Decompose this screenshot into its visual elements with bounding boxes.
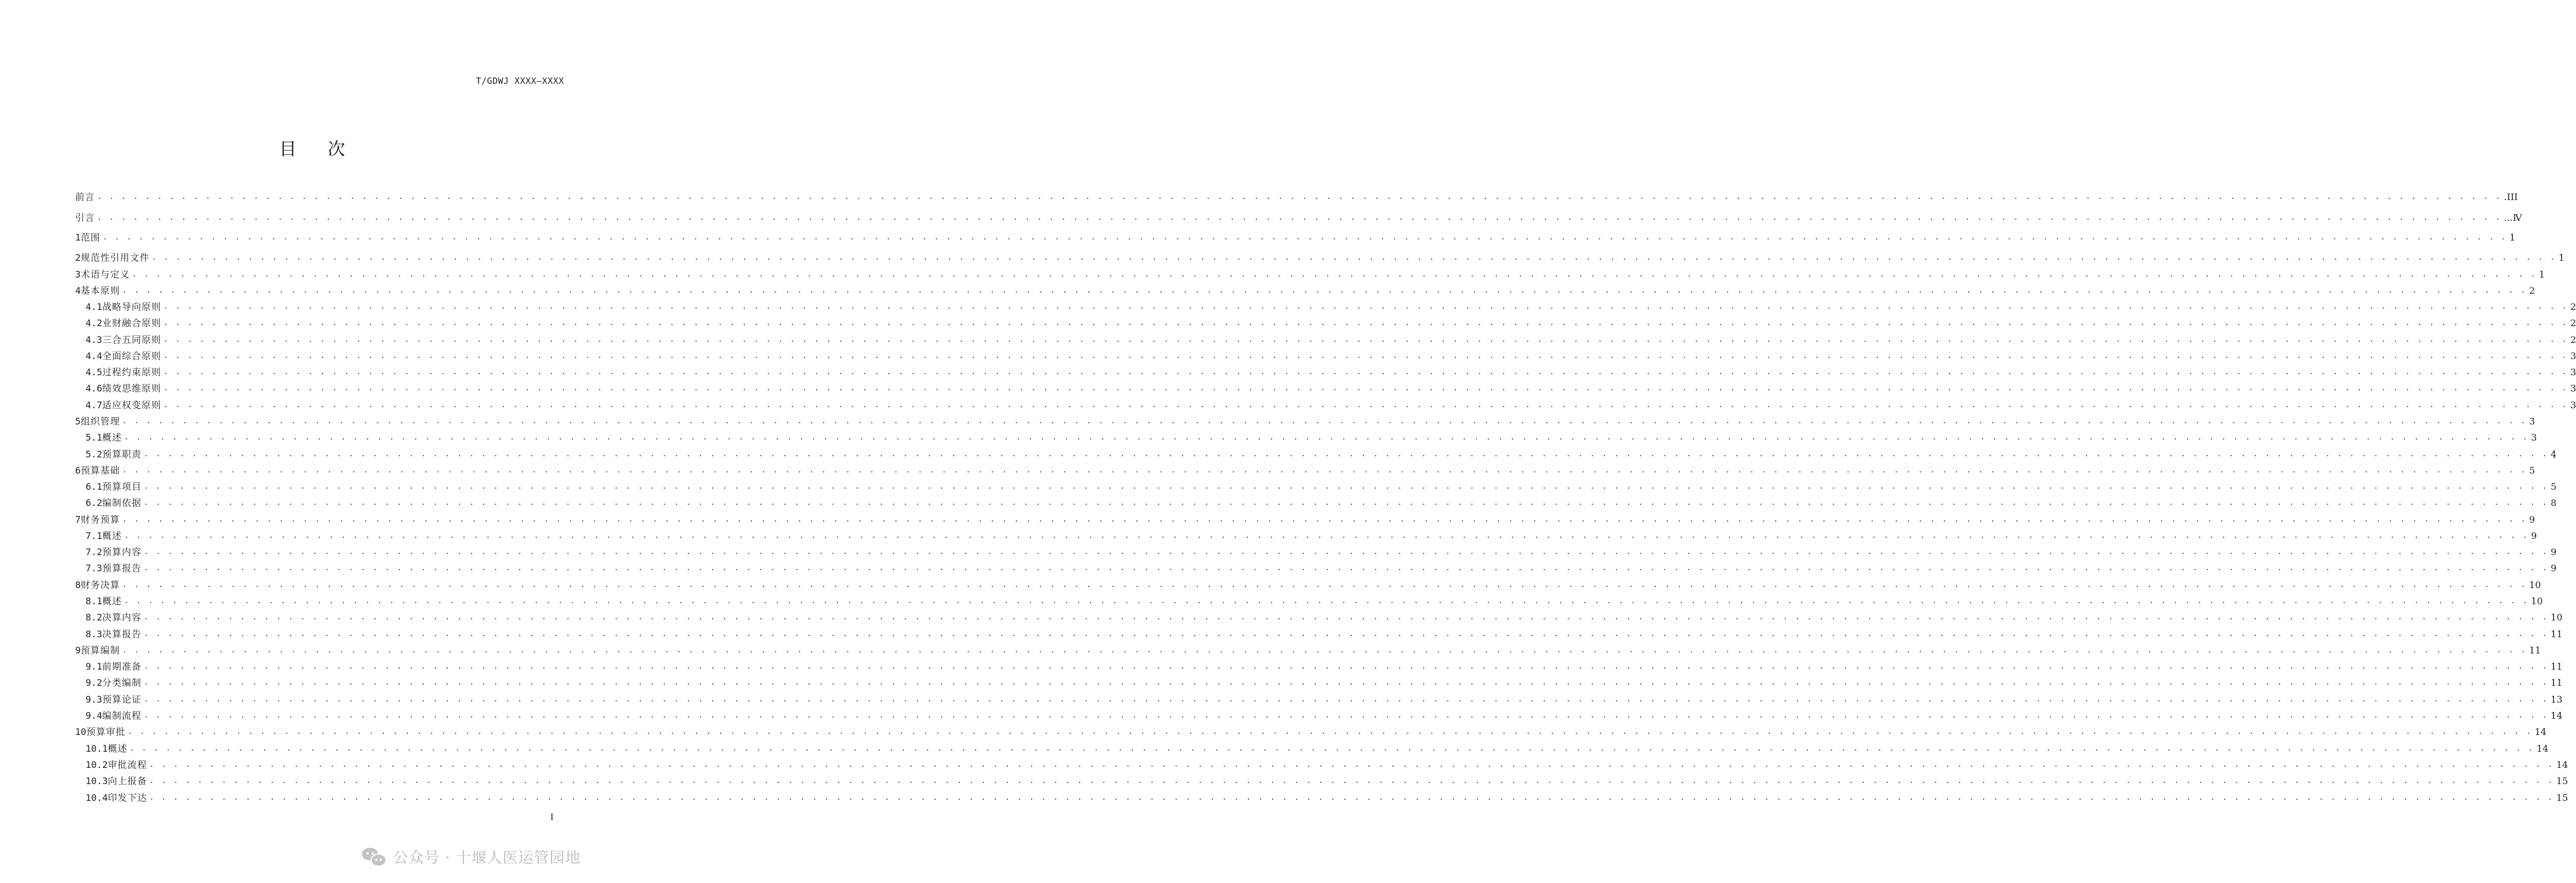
page-title: 目次: [279, 139, 376, 160]
toc-entry-label: 三合五同原则: [102, 334, 161, 345]
toc-dot-leader: . . . . . . . . . . . . . . . . . . . . . . . . . . . . . . . . . . . . . . . . . . . . . . . . . . . . . . . . . . . . . . . . . . . . . . . . . . . . . . . . . . . . . . . . . . . . . . . . . . . . . . . . . . . . . . . . . . . . . . . . . . . . . . . . . . . . . . . . . . . . . . . . . . . . . . . . . . . . . . . . . . . . . . . . . . . . . . . . . . . . . . . . . . . . . . . . . . . . . . . .: [143, 498, 2549, 507]
toc-entry[interactable]: [75, 644, 2541, 657]
toc-entry[interactable]: [86, 595, 2543, 608]
toc-entry-label: 预算编制: [80, 645, 120, 656]
toc-entry[interactable]: [86, 628, 2563, 641]
toc-entry-number: 7.2: [86, 546, 102, 557]
toc-entry-page: 11: [2529, 645, 2541, 656]
toc-entry-number: 9.1: [86, 661, 102, 672]
toc-dot-leader: . . . . . . . . . . . . . . . . . . . . . . . . . . . . . . . . . . . . . . . . . . . . . . . . . . . . . . . . . . . . . . . . . . . . . . . . . . . . . . . . . . . . . . . . . . . . . . . . . . . . . . . . . . . . . . . . . . . . . . . . . . . . . . . . . . . . . . . . . . . . . . . . . . . . . . . . . . . . . . . . . . . . . . . . . . . . . . . . . . . . . . . . . . . . . . . . . . . . . . . .: [143, 613, 2549, 622]
toc-entry-page: 2: [2570, 334, 2576, 345]
toc-entry-number: 6.2: [86, 497, 102, 508]
toc-entry[interactable]: [75, 252, 2565, 264]
toc-entry-number: 4: [75, 285, 81, 296]
toc-entry-page: 1: [2538, 269, 2545, 280]
toc-dot-leader: . . . . . . . . . . . . . . . . . . . . . . . . . . . . . . . . . . . . . . . . . . . . . . . . . . . . . . . . . . . . . . . . . . . . . . . . . . . . . . . . . . . . . . . . . . . . . . . . . . . . . . . . . . . . . . . . . . . . . . . . . . . . . . . . . . . . . . . . . . . . . . . . . . . . . . . . . . . . . . . . . . . . . . . . . . . . . . . . . . . . . . . . . . . . . . . . . . . . . . . .: [163, 319, 2568, 327]
toc-entry-label: 编制依据: [102, 497, 142, 508]
watermark-text: 公众号 · 十堰人医运管园地: [393, 849, 581, 867]
toc-entry-label: 财务预算: [80, 514, 120, 525]
toc-dot-leader: . . . . . . . . . . . . . . . . . . . . . . . . . . . . . . . . . . . . . . . . . . . . . . . . . . . . . . . . . . . . . . . . . . . . . . . . . . . . . . . . . . . . . . . . . . . . . . . . . . . . . . . . . . . . . . . . . . . . . . . . . . . . . . . . . . . . . . . . . . . . . . . . . . . . . . . . . . . . . . . . . . . . . . . . . . . . . . . . . . . . . . . . . . . . . . . . . . . . . . . .: [163, 352, 2568, 360]
toc-entry[interactable]: [75, 191, 2518, 204]
toc-entry-label: 分类编制: [102, 677, 142, 688]
toc-dot-leader: . . . . . . . . . . . . . . . . . . . . . . . . . . . . . . . . . . . . . . . . . . . . . . . . . . . . . . . . . . . . . . . . . . . . . . . . . . . . . . . . . . . . . . . . . . . . . . . . . . . . . . . . . . . . . . . . . . . . . . . . . . . . . . . . . . . . . . . . . . . . . . . . . . . . . . . . . . . . . . . . . . . . . . . . . . . . . . . . . . . . . . . . . . . . . . . . . . . . . . . .: [149, 793, 2554, 802]
toc-entry-page: 11: [2551, 677, 2563, 688]
toc-dot-leader: . . . . . . . . . . . . . . . . . . . . . . . . . . . . . . . . . . . . . . . . . . . . . . . . . . . . . . . . . . . . . . . . . . . . . . . . . . . . . . . . . . . . . . . . . . . . . . . . . . . . . . . . . . . . . . . . . . . . . . . . . . . . . . . . . . . . . . . . . . . . . . . . . . . . . . . . . . . . . . . . . . . . . . . . . . . . . . . . . . . . . . . . . . . . . . . . . . . . . . . .: [143, 450, 2549, 459]
toc-dot-leader: . . . . . . . . . . . . . . . . . . . . . . . . . . . . . . . . . . . . . . . . . . . . . . . . . . . . . . . . . . . . . . . . . . . . . . . . . . . . . . . . . . . . . . . . . . . . . . . . . . . . . . . . . . . . . . . . . . . . . . . . . . . . . . . . . . . . . . . . . . . . . . . . . . . . . . . . . . . . . . . . . . . . . . . . . . . . . . . . . . . . . . . . . . . . . . . . . . . . . . . .: [122, 646, 2527, 655]
toc-entry-label: 编制流程: [102, 710, 142, 721]
toc-entry-label: 前期准备: [102, 661, 142, 672]
toc-entry-page: 9: [2551, 563, 2557, 574]
toc-entry[interactable]: [86, 742, 2549, 755]
toc-entry[interactable]: [86, 382, 2576, 395]
toc-entry-number: 4.1: [86, 301, 102, 312]
toc-entry-page: ...Ⅳ: [2504, 212, 2522, 223]
toc-entry-label: 绩效思维原则: [102, 383, 161, 394]
toc-entry-page: 10: [2531, 596, 2543, 607]
toc-entry-label: 前言: [75, 191, 95, 202]
toc-entry-number: 5.2: [86, 449, 102, 460]
document-id: T/GDWJ XXXX—XXXX: [476, 76, 564, 86]
toc-entry-label: 引言: [75, 212, 95, 223]
toc-entry-page: 8: [2551, 497, 2557, 508]
toc-entry[interactable]: [86, 431, 2537, 444]
toc-entry-number: 8.2: [86, 612, 102, 623]
toc-entry-number: 10: [75, 726, 87, 737]
toc-dot-leader: . . . . . . . . . . . . . . . . . . . . . . . . . . . . . . . . . . . . . . . . . . . . . . . . . . . . . . . . . . . . . . . . . . . . . . . . . . . . . . . . . . . . . . . . . . . . . . . . . . . . . . . . . . . . . . . . . . . . . . . . . . . . . . . . . . . . . . . . . . . . . . . . . . . . . . . . . . . . . . . . . . . . . . . . . . . . . . . . . . . . . . . . . . . . . . . . . . . . . . . .: [163, 302, 2568, 311]
toc-entry-label: 预算基础: [80, 465, 120, 476]
toc-entry[interactable]: [86, 710, 2563, 722]
toc-entry-page: 9: [2531, 530, 2537, 541]
toc-entry[interactable]: [75, 464, 2536, 477]
toc-entry-number: 4.4: [86, 350, 102, 361]
toc-dot-leader: . . . . . . . . . . . . . . . . . . . . . . . . . . . . . . . . . . . . . . . . . . . . . . . . . . . . . . . . . . . . . . . . . . . . . . . . . . . . . . . . . . . . . . . . . . . . . . . . . . . . . . . . . . . . . . . . . . . . . . . . . . . . . . . . . . . . . . . . . . . . . . . . . . . . . . . . . . . . . . . . . . . . . . . . . . . . . . . . . . . . . . . . . . . . . . . . . . . . . . . .: [143, 678, 2549, 687]
toc-entry[interactable]: [86, 611, 2563, 624]
toc-dot-leader: . . . . . . . . . . . . . . . . . . . . . . . . . . . . . . . . . . . . . . . . . . . . . . . . . . . . . . . . . . . . . . . . . . . . . . . . . . . . . . . . . . . . . . . . . . . . . . . . . . . . . . . . . . . . . . . . . . . . . . . . . . . . . . . . . . . . . . . . . . . . . . . . . . . . . . . . . . . . . . . . . . . . . . . . . . . . . . . . . . . . . . . . . . . . . . . . . . . . . . . .: [151, 253, 2556, 262]
toc-entry-page: 3: [2570, 350, 2576, 361]
toc-entry-label: 业财融合原则: [102, 317, 161, 328]
toc-entry-page: 3: [2529, 416, 2536, 427]
toc-entry-label: 预算报告: [102, 563, 142, 574]
toc-entry[interactable]: [75, 579, 2541, 592]
toc-entry-label: 印发下达: [108, 792, 147, 803]
toc-entry[interactable]: [86, 317, 2576, 330]
toc-entry-page: 5: [2551, 481, 2557, 492]
toc-entry[interactable]: [86, 546, 2557, 559]
toc-entry-number: 9.3: [86, 694, 102, 705]
toc-dot-leader: . . . . . . . . . . . . . . . . . . . . . . . . . . . . . . . . . . . . . . . . . . . . . . . . . . . . . . . . . . . . . . . . . . . . . . . . . . . . . . . . . . . . . . . . . . . . . . . . . . . . . . . . . . . . . . . . . . . . . . . . . . . . . . . . . . . . . . . . . . . . . . . . . . . . . . . . . . . . . . . . . . . . . . . . . . . . . . . . . . . . . . . . . . . . . . . . . . . . . . . .: [97, 193, 2502, 201]
toc-entry[interactable]: [86, 759, 2568, 771]
toc-entry-page: 3: [2570, 383, 2576, 394]
toc-entry-page: 11: [2551, 661, 2563, 672]
toc-entry[interactable]: [86, 497, 2557, 509]
toc-entry-number: 10.3: [86, 775, 108, 786]
toc-dot-leader: . . . . . . . . . . . . . . . . . . . . . . . . . . . . . . . . . . . . . . . . . . . . . . . . . . . . . . . . . . . . . . . . . . . . . . . . . . . . . . . . . . . . . . . . . . . . . . . . . . . . . . . . . . . . . . . . . . . . . . . . . . . . . . . . . . . . . . . . . . . . . . . . . . . . . . . . . . . . . . . . . . . . . . . . . . . . . . . . . . . . . . . . . . . . . . . . . . . . . . . .: [124, 597, 2529, 605]
watermark: [362, 846, 581, 867]
toc-entry-label: 预算职责: [102, 449, 142, 460]
toc-entry-page: .III: [2504, 191, 2518, 202]
toc-entry-number: 10.4: [86, 792, 108, 803]
toc-entry-number: 9.4: [86, 710, 102, 721]
toc-dot-leader: . . . . . . . . . . . . . . . . . . . . . . . . . . . . . . . . . . . . . . . . . . . . . . . . . . . . . . . . . . . . . . . . . . . . . . . . . . . . . . . . . . . . . . . . . . . . . . . . . . . . . . . . . . . . . . . . . . . . . . . . . . . . . . . . . . . . . . . . . . . . . . . . . . . . . . . . . . . . . . . . . . . . . . . . . . . . . . . . . . . . . . . . . . . . . . . . . . . . . . . .: [122, 417, 2527, 426]
toc-entry-page: 2: [2529, 285, 2536, 296]
toc-entry-label: 适应权变原则: [102, 400, 161, 411]
toc-entry-page: 4: [2551, 449, 2557, 460]
toc-entry-label: 财务决算: [80, 579, 120, 590]
toc-entry[interactable]: [86, 366, 2576, 379]
toc-entry-label: 概述: [102, 530, 122, 541]
toc-entry-number: 3: [75, 269, 81, 280]
toc-entry-label: 组织管理: [80, 416, 120, 427]
toc-entry-number: 8: [75, 579, 81, 590]
toc-entry-number: 8.3: [86, 629, 102, 640]
toc-entry[interactable]: [75, 268, 2545, 281]
toc-dot-leader: . . . . . . . . . . . . . . . . . . . . . . . . . . . . . . . . . . . . . . . . . . . . . . . . . . . . . . . . . . . . . . . . . . . . . . . . . . . . . . . . . . . . . . . . . . . . . . . . . . . . . . . . . . . . . . . . . . . . . . . . . . . . . . . . . . . . . . . . . . . . . . . . . . . . . . . . . . . . . . . . . . . . . . . . . . . . . . . . . . . . . . . . . . . . . . . . . . . . . . . .: [97, 213, 2502, 222]
toc-entry-page: 9: [2551, 546, 2557, 557]
toc-entry-label: 概述: [108, 743, 128, 754]
toc-entry[interactable]: [86, 530, 2537, 542]
toc-entry-number: 4.5: [86, 367, 102, 378]
toc-entry[interactable]: [86, 562, 2557, 575]
toc-entry[interactable]: [75, 212, 2522, 224]
toc-entry[interactable]: [75, 415, 2536, 428]
toc-entry-number: 5.1: [86, 432, 102, 443]
toc-dot-leader: . . . . . . . . . . . . . . . . . . . . . . . . . . . . . . . . . . . . . . . . . . . . . . . . . . . . . . . . . . . . . . . . . . . . . . . . . . . . . . . . . . . . . . . . . . . . . . . . . . . . . . . . . . . . . . . . . . . . . . . . . . . . . . . . . . . . . . . . . . . . . . . . . . . . . . . . . . . . . . . . . . . . . . . . . . . . . . . . . . . . . . . . . . . . . . . . . . . . . . . .: [122, 286, 2527, 295]
toc-entry[interactable]: [75, 726, 2547, 738]
toc-entry-label: 范围: [80, 232, 101, 243]
toc-entry-page: 13: [2551, 694, 2563, 705]
toc-entry-page: 1: [2509, 232, 2516, 243]
toc-entry[interactable]: [86, 334, 2576, 346]
toc-entry-label: 过程约束原则: [102, 367, 161, 378]
toc-dot-leader: . . . . . . . . . . . . . . . . . . . . . . . . . . . . . . . . . . . . . . . . . . . . . . . . . . . . . . . . . . . . . . . . . . . . . . . . . . . . . . . . . . . . . . . . . . . . . . . . . . . . . . . . . . . . . . . . . . . . . . . . . . . . . . . . . . . . . . . . . . . . . . . . . . . . . . . . . . . . . . . . . . . . . . . . . . . . . . . . . . . . . . . . . . . . . . . . . . . . . . . .: [132, 270, 2537, 279]
toc-dot-leader: . . . . . . . . . . . . . . . . . . . . . . . . . . . . . . . . . . . . . . . . . . . . . . . . . . . . . . . . . . . . . . . . . . . . . . . . . . . . . . . . . . . . . . . . . . . . . . . . . . . . . . . . . . . . . . . . . . . . . . . . . . . . . . . . . . . . . . . . . . . . . . . . . . . . . . . . . . . . . . . . . . . . . . . . . . . . . . . . . . . . . . . . . . . . . . . . . . . . . . . .: [143, 564, 2549, 572]
toc-dot-leader: . . . . . . . . . . . . . . . . . . . . . . . . . . . . . . . . . . . . . . . . . . . . . . . . . . . . . . . . . . . . . . . . . . . . . . . . . . . . . . . . . . . . . . . . . . . . . . . . . . . . . . . . . . . . . . . . . . . . . . . . . . . . . . . . . . . . . . . . . . . . . . . . . . . . . . . . . . . . . . . . . . . . . . . . . . . . . . . . . . . . . . . . . . . . . . . . . . . . . . . .: [128, 727, 2533, 736]
toc-entry-page: 3: [2570, 367, 2576, 378]
toc-entry[interactable]: [86, 399, 2576, 412]
toc-entry[interactable]: [75, 285, 2536, 297]
toc-entry[interactable]: [86, 350, 2576, 363]
toc-entry[interactable]: [86, 660, 2563, 673]
toc-entry[interactable]: [86, 301, 2576, 313]
toc-entry[interactable]: [86, 792, 2568, 804]
toc-entry-number: 4.7: [86, 400, 102, 411]
toc-entry-page: 14: [2551, 710, 2563, 721]
toc-entry-page: 10: [2529, 579, 2541, 590]
toc-entry-page: 10: [2551, 612, 2563, 623]
toc-entry-label: 概述: [102, 596, 122, 607]
toc-entry-label: 规范性引用文件: [80, 252, 150, 263]
toc-entry[interactable]: [86, 693, 2563, 706]
toc-dot-leader: . . . . . . . . . . . . . . . . . . . . . . . . . . . . . . . . . . . . . . . . . . . . . . . . . . . . . . . . . . . . . . . . . . . . . . . . . . . . . . . . . . . . . . . . . . . . . . . . . . . . . . . . . . . . . . . . . . . . . . . . . . . . . . . . . . . . . . . . . . . . . . . . . . . . . . . . . . . . . . . . . . . . . . . . . . . . . . . . . . . . . . . . . . . . . . . . . . . . . . . .: [149, 777, 2554, 785]
toc-entry-number: 6.1: [86, 481, 102, 492]
toc-entry-number: 10.1: [86, 743, 108, 754]
toc-dot-leader: . . . . . . . . . . . . . . . . . . . . . . . . . . . . . . . . . . . . . . . . . . . . . . . . . . . . . . . . . . . . . . . . . . . . . . . . . . . . . . . . . . . . . . . . . . . . . . . . . . . . . . . . . . . . . . . . . . . . . . . . . . . . . . . . . . . . . . . . . . . . . . . . . . . . . . . . . . . . . . . . . . . . . . . . . . . . . . . . . . . . . . . . . . . . . . . . . . . . . . . .: [163, 401, 2568, 409]
toc-entry-number: 9: [75, 645, 81, 656]
toc-entry-label: 基本原则: [80, 285, 120, 296]
toc-entry-label: 预算论证: [102, 694, 142, 705]
toc-dot-leader: . . . . . . . . . . . . . . . . . . . . . . . . . . . . . . . . . . . . . . . . . . . . . . . . . . . . . . . . . . . . . . . . . . . . . . . . . . . . . . . . . . . . . . . . . . . . . . . . . . . . . . . . . . . . . . . . . . . . . . . . . . . . . . . . . . . . . . . . . . . . . . . . . . . . . . . . . . . . . . . . . . . . . . . . . . . . . . . . . . . . . . . . . . . . . . . . . . . . . . . .: [124, 531, 2529, 540]
toc-entry-number: 1: [75, 232, 81, 243]
toc-entry-number: 4.3: [86, 334, 102, 345]
page-number: I: [550, 812, 554, 822]
toc-dot-leader: . . . . . . . . . . . . . . . . . . . . . . . . . . . . . . . . . . . . . . . . . . . . . . . . . . . . . . . . . . . . . . . . . . . . . . . . . . . . . . . . . . . . . . . . . . . . . . . . . . . . . . . . . . . . . . . . . . . . . . . . . . . . . . . . . . . . . . . . . . . . . . . . . . . . . . . . . . . . . . . . . . . . . . . . . . . . . . . . . . . . . . . . . . . . . . . . . . . . . . . .: [163, 368, 2568, 376]
toc-entry-label: 审批流程: [108, 759, 147, 770]
toc-dot-leader: . . . . . . . . . . . . . . . . . . . . . . . . . . . . . . . . . . . . . . . . . . . . . . . . . . . . . . . . . . . . . . . . . . . . . . . . . . . . . . . . . . . . . . . . . . . . . . . . . . . . . . . . . . . . . . . . . . . . . . . . . . . . . . . . . . . . . . . . . . . . . . . . . . . . . . . . . . . . . . . . . . . . . . . . . . . . . . . . . . . . . . . . . . . . . . . . . . . . . . . .: [122, 466, 2527, 475]
toc-entry-number: 5: [75, 416, 81, 427]
toc-entry[interactable]: [86, 677, 2563, 689]
toc-dot-leader: . . . . . . . . . . . . . . . . . . . . . . . . . . . . . . . . . . . . . . . . . . . . . . . . . . . . . . . . . . . . . . . . . . . . . . . . . . . . . . . . . . . . . . . . . . . . . . . . . . . . . . . . . . . . . . . . . . . . . . . . . . . . . . . . . . . . . . . . . . . . . . . . . . . . . . . . . . . . . . . . . . . . . . . . . . . . . . . . . . . . . . . . . . . . . . . . . . . . . . . .: [122, 581, 2527, 589]
toc-dot-leader: . . . . . . . . . . . . . . . . . . . . . . . . . . . . . . . . . . . . . . . . . . . . . . . . . . . . . . . . . . . . . . . . . . . . . . . . . . . . . . . . . . . . . . . . . . . . . . . . . . . . . . . . . . . . . . . . . . . . . . . . . . . . . . . . . . . . . . . . . . . . . . . . . . . . . . . . . . . . . . . . . . . . . . . . . . . . . . . . . . . . . . . . . . . . . . . . . . . . . . . .: [129, 744, 2534, 753]
toc-entry-number: 2: [75, 252, 81, 263]
toc-entry-label: 预算审批: [86, 726, 126, 737]
toc-entry[interactable]: [75, 513, 2536, 526]
toc-entry-page: 15: [2556, 775, 2568, 786]
toc-entry-number: 6: [75, 465, 81, 476]
toc-entry-label: 向上报备: [108, 775, 147, 786]
toc-entry-page: 3: [2531, 432, 2537, 443]
toc-entry-page: 3: [2570, 400, 2576, 411]
toc-entry-page: 1: [2558, 252, 2565, 263]
toc-entry-number: 4.6: [86, 383, 102, 394]
toc-entry-page: 14: [2556, 759, 2568, 770]
toc-entry-number: 7: [75, 514, 81, 525]
toc-dot-leader: . . . . . . . . . . . . . . . . . . . . . . . . . . . . . . . . . . . . . . . . . . . . . . . . . . . . . . . . . . . . . . . . . . . . . . . . . . . . . . . . . . . . . . . . . . . . . . . . . . . . . . . . . . . . . . . . . . . . . . . . . . . . . . . . . . . . . . . . . . . . . . . . . . . . . . . . . . . . . . . . . . . . . . . . . . . . . . . . . . . . . . . . . . . . . . . . . . . . . . . .: [163, 384, 2568, 393]
toc-entry-page: 14: [2534, 726, 2547, 737]
toc-entry-number: 10.2: [86, 759, 108, 770]
toc-entry-label: 概述: [102, 432, 122, 443]
toc-dot-leader: . . . . . . . . . . . . . . . . . . . . . . . . . . . . . . . . . . . . . . . . . . . . . . . . . . . . . . . . . . . . . . . . . . . . . . . . . . . . . . . . . . . . . . . . . . . . . . . . . . . . . . . . . . . . . . . . . . . . . . . . . . . . . . . . . . . . . . . . . . . . . . . . . . . . . . . . . . . . . . . . . . . . . . . . . . . . . . . . . . . . . . . . . . . . . . . . . . . . . . . .: [163, 335, 2568, 344]
toc-entry-page: 2: [2570, 317, 2576, 328]
toc-entry-label: 术语与定义: [80, 269, 130, 280]
toc-entry-label: 预算项目: [102, 481, 142, 492]
toc-entry[interactable]: [86, 448, 2557, 461]
toc-dot-leader: . . . . . . . . . . . . . . . . . . . . . . . . . . . . . . . . . . . . . . . . . . . . . . . . . . . . . . . . . . . . . . . . . . . . . . . . . . . . . . . . . . . . . . . . . . . . . . . . . . . . . . . . . . . . . . . . . . . . . . . . . . . . . . . . . . . . . . . . . . . . . . . . . . . . . . . . . . . . . . . . . . . . . . . . . . . . . . . . . . . . . . . . . . . . . . . . . . . . . . . .: [124, 433, 2529, 442]
toc-dot-leader: . . . . . . . . . . . . . . . . . . . . . . . . . . . . . . . . . . . . . . . . . . . . . . . . . . . . . . . . . . . . . . . . . . . . . . . . . . . . . . . . . . . . . . . . . . . . . . . . . . . . . . . . . . . . . . . . . . . . . . . . . . . . . . . . . . . . . . . . . . . . . . . . . . . . . . . . . . . . . . . . . . . . . . . . . . . . . . . . . . . . . . . . . . . . . . . . . . . . . . . .: [143, 662, 2549, 671]
toc-dot-leader: . . . . . . . . . . . . . . . . . . . . . . . . . . . . . . . . . . . . . . . . . . . . . . . . . . . . . . . . . . . . . . . . . . . . . . . . . . . . . . . . . . . . . . . . . . . . . . . . . . . . . . . . . . . . . . . . . . . . . . . . . . . . . . . . . . . . . . . . . . . . . . . . . . . . . . . . . . . . . . . . . . . . . . . . . . . . . . . . . . . . . . . . . . . . . . . . . . . . . . . .: [143, 548, 2549, 556]
toc-entry-number: 9.2: [86, 677, 102, 688]
toc-dot-leader: . . . . . . . . . . . . . . . . . . . . . . . . . . . . . . . . . . . . . . . . . . . . . . . . . . . . . . . . . . . . . . . . . . . . . . . . . . . . . . . . . . . . . . . . . . . . . . . . . . . . . . . . . . . . . . . . . . . . . . . . . . . . . . . . . . . . . . . . . . . . . . . . . . . . . . . . . . . . . . . . . . . . . . . . . . . . . . . . . . . . . . . . . . . . . . . . . . . . . . . .: [102, 233, 2507, 242]
toc-entry-page: 15: [2556, 792, 2568, 803]
toc-entry-label: 战略导向原则: [102, 301, 161, 312]
toc-entry-page: 11: [2551, 629, 2563, 640]
toc-entry-page: 5: [2529, 465, 2536, 476]
toc-dot-leader: . . . . . . . . . . . . . . . . . . . . . . . . . . . . . . . . . . . . . . . . . . . . . . . . . . . . . . . . . . . . . . . . . . . . . . . . . . . . . . . . . . . . . . . . . . . . . . . . . . . . . . . . . . . . . . . . . . . . . . . . . . . . . . . . . . . . . . . . . . . . . . . . . . . . . . . . . . . . . . . . . . . . . . . . . . . . . . . . . . . . . . . . . . . . . . . . . . . . . . . .: [143, 630, 2549, 638]
wechat-icon: [362, 847, 387, 867]
toc-dot-leader: . . . . . . . . . . . . . . . . . . . . . . . . . . . . . . . . . . . . . . . . . . . . . . . . . . . . . . . . . . . . . . . . . . . . . . . . . . . . . . . . . . . . . . . . . . . . . . . . . . . . . . . . . . . . . . . . . . . . . . . . . . . . . . . . . . . . . . . . . . . . . . . . . . . . . . . . . . . . . . . . . . . . . . . . . . . . . . . . . . . . . . . . . . . . . . . . . . . . . . . .: [122, 515, 2527, 524]
toc-entry[interactable]: [86, 775, 2568, 788]
toc-dot-leader: . . . . . . . . . . . . . . . . . . . . . . . . . . . . . . . . . . . . . . . . . . . . . . . . . . . . . . . . . . . . . . . . . . . . . . . . . . . . . . . . . . . . . . . . . . . . . . . . . . . . . . . . . . . . . . . . . . . . . . . . . . . . . . . . . . . . . . . . . . . . . . . . . . . . . . . . . . . . . . . . . . . . . . . . . . . . . . . . . . . . . . . . . . . . . . . . . . . . . . . .: [143, 482, 2549, 491]
toc-entry-number: 7.3: [86, 563, 102, 574]
toc-dot-leader: . . . . . . . . . . . . . . . . . . . . . . . . . . . . . . . . . . . . . . . . . . . . . . . . . . . . . . . . . . . . . . . . . . . . . . . . . . . . . . . . . . . . . . . . . . . . . . . . . . . . . . . . . . . . . . . . . . . . . . . . . . . . . . . . . . . . . . . . . . . . . . . . . . . . . . . . . . . . . . . . . . . . . . . . . . . . . . . . . . . . . . . . . . . . . . . . . . . . . . . .: [143, 711, 2549, 720]
toc-entry[interactable]: [86, 481, 2557, 493]
toc-entry-page: 9: [2529, 514, 2536, 525]
toc-entry-label: 决算报告: [102, 629, 142, 640]
toc-entry[interactable]: [75, 231, 2516, 244]
toc-entry-number: 7.1: [86, 530, 102, 541]
toc-entry-page: 14: [2536, 743, 2549, 754]
toc-entry-label: 决算内容: [102, 612, 142, 623]
toc-dot-leader: . . . . . . . . . . . . . . . . . . . . . . . . . . . . . . . . . . . . . . . . . . . . . . . . . . . . . . . . . . . . . . . . . . . . . . . . . . . . . . . . . . . . . . . . . . . . . . . . . . . . . . . . . . . . . . . . . . . . . . . . . . . . . . . . . . . . . . . . . . . . . . . . . . . . . . . . . . . . . . . . . . . . . . . . . . . . . . . . . . . . . . . . . . . . . . . . . . . . . . . .: [149, 760, 2554, 769]
toc-entry-number: 4.2: [86, 317, 102, 328]
toc-entry-label: 全面综合原则: [102, 350, 161, 361]
toc-dot-leader: . . . . . . . . . . . . . . . . . . . . . . . . . . . . . . . . . . . . . . . . . . . . . . . . . . . . . . . . . . . . . . . . . . . . . . . . . . . . . . . . . . . . . . . . . . . . . . . . . . . . . . . . . . . . . . . . . . . . . . . . . . . . . . . . . . . . . . . . . . . . . . . . . . . . . . . . . . . . . . . . . . . . . . . . . . . . . . . . . . . . . . . . . . . . . . . . . . . . . . . .: [143, 695, 2549, 704]
toc-entry-number: 8.1: [86, 596, 102, 607]
toc-entry-label: 预算内容: [102, 546, 142, 557]
toc-entry-page: 2: [2570, 301, 2576, 312]
